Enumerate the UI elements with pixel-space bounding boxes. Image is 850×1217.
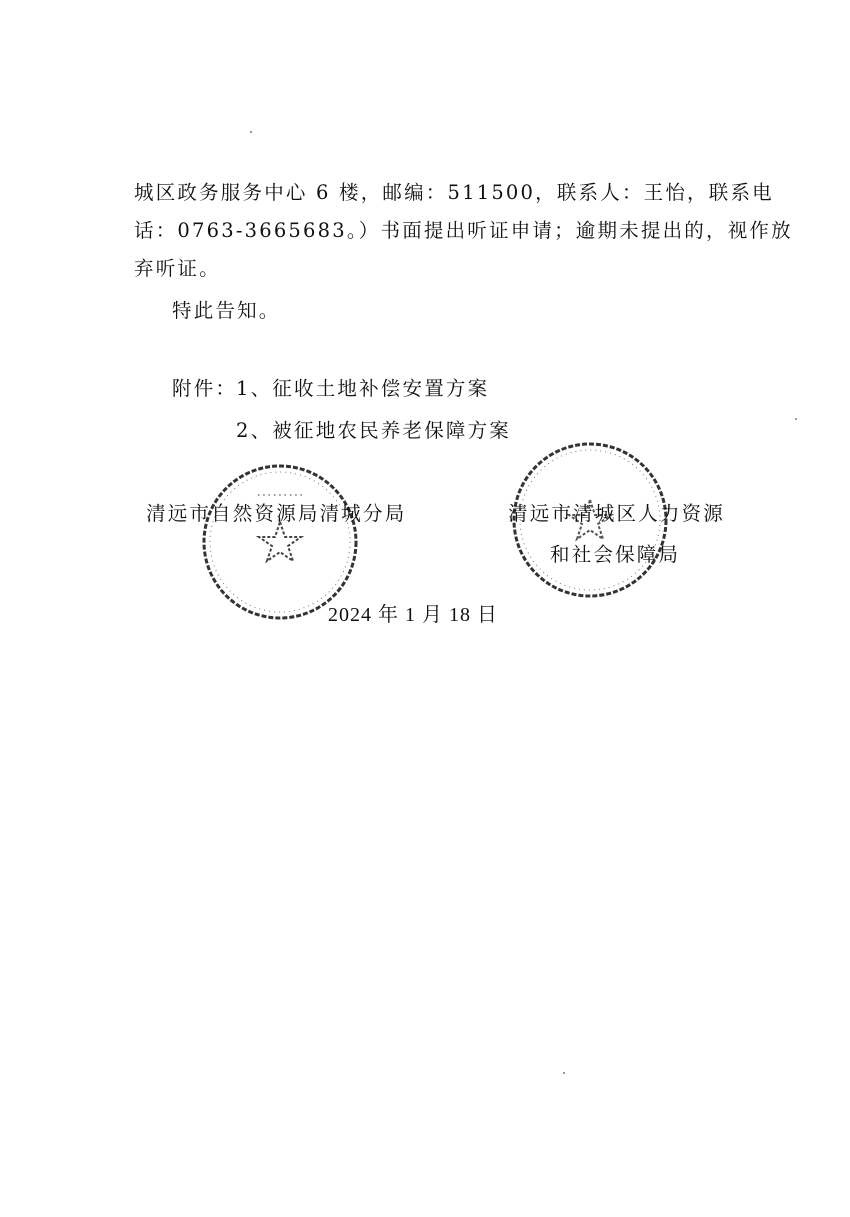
body-line-2: 话：0763-3665683。）书面提出听证申请；逾期未提出的，视作放 — [134, 219, 793, 242]
signatory-2-name-line-2: 和社会保障局 — [550, 543, 681, 566]
signatory-2-name-line-1: 清远市清城区人力资源 — [508, 502, 726, 525]
body-line-3: 弃听证。 — [134, 257, 221, 280]
scan-speck — [795, 418, 797, 420]
signatory-1-name: 清远市自然资源局清城分局 — [146, 502, 407, 525]
scan-speck — [250, 131, 252, 133]
scan-speck — [563, 1072, 565, 1074]
closing-text: 特此告知。 — [172, 299, 281, 322]
attachments-label: 附件： — [172, 377, 238, 400]
attachment-item-2: 2、被征地农民养老保障方案 — [236, 419, 512, 442]
svg-text:⋯⋯⋯: ⋯⋯⋯ — [256, 485, 304, 504]
body-line-1: 城区政务服务中心 6 楼，邮编：511500，联系人：王怡，联系电 — [134, 181, 774, 204]
document-date: 2024 年 1 月 18 日 — [328, 604, 498, 626]
attachment-item-1: 1、征收土地补偿安置方案 — [236, 377, 490, 400]
